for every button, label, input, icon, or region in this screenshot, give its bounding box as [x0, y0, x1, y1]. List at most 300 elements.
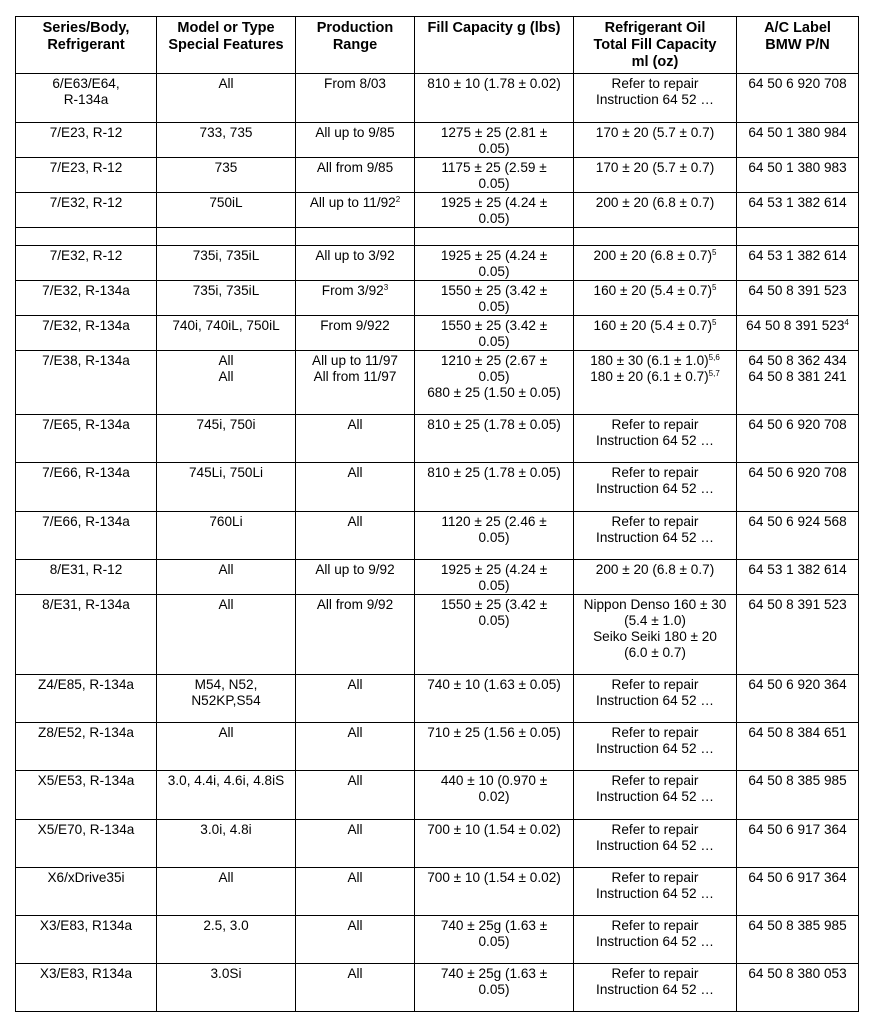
- cell-line: [577, 741, 733, 757]
- model-type-cell: [157, 316, 296, 351]
- header-series-body: Series/Body, Refrigerant: [16, 17, 157, 74]
- cell-text: 64 50 6 917 364: [748, 822, 847, 837]
- cell-line: [740, 514, 855, 530]
- refrigerant-oil-cell: [574, 228, 737, 246]
- table-row: [16, 281, 859, 316]
- cell-text: Refer to repair: [611, 918, 699, 933]
- cell-text: 680 ± 25 (1.50 ± 0.05): [427, 385, 561, 400]
- ac-label-cell: [737, 868, 859, 916]
- model-type-cell: [157, 351, 296, 415]
- model-type-cell: [157, 512, 296, 560]
- table-row: [16, 463, 859, 512]
- cell-line: [160, 248, 292, 264]
- cell-line: [577, 838, 733, 854]
- series-body-cell: [16, 964, 157, 1012]
- header-ac-label: A/C Label BMW P/N: [737, 17, 859, 74]
- refrigerant-oil-cell: [574, 463, 737, 512]
- cell-text: 7/E66, R-134a: [42, 465, 130, 480]
- cell-text: 700 ± 10 (1.54 ± 0.02): [427, 870, 561, 885]
- cell-text: 170 ± 20 (5.7 ± 0.7): [595, 125, 715, 140]
- cell-text: Instruction 64 52 …: [596, 838, 714, 853]
- cell-text: 740 ± 25g (1.63 ±: [440, 966, 548, 981]
- cell-text: Instruction 64 52 …: [596, 530, 714, 545]
- footnote-marker: 5: [712, 318, 717, 327]
- production-range-cell: [296, 820, 415, 868]
- cell-line: [740, 562, 855, 578]
- cell-text: M54, N52,: [194, 677, 258, 692]
- cell-line: [299, 773, 411, 789]
- cell-text: 64 50 8 381 241: [748, 369, 847, 384]
- cell-line: [418, 417, 570, 433]
- table-row: [16, 193, 859, 228]
- cell-text: Refer to repair: [611, 966, 699, 981]
- ac-label-cell: [737, 193, 859, 228]
- footnote-marker: 2: [395, 195, 401, 204]
- cell-text: 0.05): [478, 369, 510, 384]
- cell-line: [418, 141, 570, 157]
- cell-line: [160, 966, 292, 982]
- cell-text: Instruction 64 52 …: [596, 741, 714, 756]
- cell-text: 64 50 8 385 985: [748, 773, 847, 788]
- cell-text: X3/E83, R134a: [39, 918, 133, 933]
- cell-line: [577, 248, 733, 264]
- cell-line: [418, 125, 570, 141]
- cell-line: [418, 211, 570, 227]
- cell-line: [418, 248, 570, 264]
- fill-capacity-cell: [415, 512, 574, 560]
- refrigerant-oil-cell: [574, 916, 737, 964]
- cell-text: 0.05): [478, 141, 510, 156]
- fill-capacity-cell: [415, 123, 574, 158]
- fill-capacity-cell: [415, 463, 574, 512]
- cell-text: Instruction 64 52 …: [596, 789, 714, 804]
- cell-text: 2.5, 3.0: [203, 918, 249, 933]
- cell-text: All up to 9/92: [315, 562, 395, 577]
- model-type-cell: [157, 228, 296, 246]
- cell-text: 1275 ± 25 (2.81 ±: [440, 125, 548, 140]
- cell-line: [418, 514, 570, 530]
- cell-text: 810 ± 25 (1.78 ± 0.05): [427, 465, 561, 480]
- table-row: [16, 246, 859, 281]
- cell-text: 8/E31, R-134a: [42, 597, 130, 612]
- footnote-marker: 3: [383, 283, 389, 292]
- cell-text: From 8/03: [324, 76, 386, 91]
- cell-text: 7/E66, R-134a: [42, 514, 130, 529]
- cell-text: 6/E63/E64,: [52, 76, 120, 91]
- cell-text: All: [347, 725, 363, 740]
- cell-text: 64 53 1 382 614: [748, 562, 847, 577]
- cell-line: [160, 160, 292, 176]
- cell-line: [577, 92, 733, 108]
- cell-text: 0.05): [478, 530, 510, 545]
- fill-capacity-cell: [415, 316, 574, 351]
- production-range-cell: [296, 463, 415, 512]
- cell-text: 64 50 6 917 364: [748, 870, 847, 885]
- model-type-cell: [157, 158, 296, 193]
- refrigerant-oil-cell: [574, 964, 737, 1012]
- ac-label-cell: [737, 351, 859, 415]
- cell-line: [418, 299, 570, 315]
- cell-text: 64 50 8 384 651: [748, 725, 847, 740]
- cell-line: [577, 353, 733, 369]
- cell-text: 7/E32, R-134a: [42, 283, 130, 298]
- series-body-cell: [16, 193, 157, 228]
- cell-text: 735i, 735iL: [192, 248, 260, 263]
- cell-text: Nippon Denso 160 ± 30: [583, 597, 727, 612]
- cell-line: [418, 677, 570, 693]
- table-row: [16, 916, 859, 964]
- cell-text: 0.05): [478, 982, 510, 997]
- cell-line: [740, 248, 855, 264]
- series-body-cell: [16, 820, 157, 868]
- ac-label-cell: [737, 820, 859, 868]
- cell-line: [577, 966, 733, 982]
- cell-line: [160, 125, 292, 141]
- cell-line: [577, 125, 733, 141]
- cell-line: [160, 283, 292, 299]
- cell-text: 1550 ± 25 (3.42 ±: [440, 597, 548, 612]
- cell-line: [418, 160, 570, 176]
- fill-capacity-cell: [415, 868, 574, 916]
- cell-text: 710 ± 25 (1.56 ± 0.05): [427, 725, 561, 740]
- cell-line: [418, 369, 570, 385]
- cell-line: [160, 918, 292, 934]
- production-range-cell: [296, 964, 415, 1012]
- series-body-cell: [16, 246, 157, 281]
- fill-capacity-cell: [415, 964, 574, 1012]
- cell-line: [418, 918, 570, 934]
- ac-label-cell: [737, 463, 859, 512]
- production-range-cell: [296, 74, 415, 123]
- production-range-cell: [296, 158, 415, 193]
- cell-text: (5.4 ± 1.0): [624, 613, 686, 628]
- cell-line: [299, 514, 411, 530]
- cell-line: [740, 465, 855, 481]
- cell-text: 8/E31, R-12: [49, 562, 123, 577]
- cell-text: 740 ± 25g (1.63 ±: [440, 918, 548, 933]
- production-range-cell: [296, 281, 415, 316]
- cell-line: [160, 318, 292, 334]
- cell-text: 64 50 6 920 708: [748, 417, 847, 432]
- production-range-cell: [296, 123, 415, 158]
- cell-line: [740, 369, 855, 385]
- cell-line: [19, 465, 153, 481]
- cell-text: (6.0 ± 0.7): [624, 645, 686, 660]
- cell-line: [160, 693, 292, 709]
- cell-text: Instruction 64 52 …: [596, 934, 714, 949]
- cell-text: 0.05): [478, 264, 510, 279]
- cell-line: [577, 562, 733, 578]
- cell-text: 3.0Si: [210, 966, 242, 981]
- cell-line: [418, 578, 570, 594]
- fill-capacity-cell: [415, 228, 574, 246]
- cell-line: [19, 822, 153, 838]
- cell-line: [299, 822, 411, 838]
- cell-text: X5/E53, R-134a: [37, 773, 135, 788]
- cell-line: [160, 725, 292, 741]
- refrigerant-oil-cell: [574, 560, 737, 595]
- model-type-cell: [157, 74, 296, 123]
- production-range-cell: [296, 916, 415, 964]
- ac-label-cell: [737, 281, 859, 316]
- cell-line: [160, 870, 292, 886]
- cell-text: 170 ± 20 (5.7 ± 0.7): [595, 160, 715, 175]
- cell-line: [418, 562, 570, 578]
- series-body-cell: [16, 868, 157, 916]
- refrigerant-oil-cell: [574, 868, 737, 916]
- cell-text: All: [347, 822, 363, 837]
- cell-text: X3/E83, R134a: [39, 966, 133, 981]
- cell-text: All: [347, 966, 363, 981]
- cell-line: [740, 677, 855, 693]
- production-range-cell: [296, 415, 415, 463]
- cell-line: [160, 195, 292, 211]
- cell-text: 0.05): [478, 613, 510, 628]
- cell-text: 1175 ± 25 (2.59 ±: [441, 160, 547, 175]
- cell-line: [577, 597, 733, 613]
- ac-label-cell: [737, 123, 859, 158]
- series-body-cell: [16, 158, 157, 193]
- cell-text: 810 ± 25 (1.78 ± 0.05): [427, 417, 561, 432]
- cell-text: 760Li: [209, 514, 243, 529]
- fill-capacity-cell: [415, 675, 574, 723]
- cell-text: All up to 11/92: [309, 195, 396, 210]
- cell-line: [19, 125, 153, 141]
- cell-line: [418, 597, 570, 613]
- cell-line: [299, 966, 411, 982]
- cell-text: 7/E23, R-12: [49, 160, 123, 175]
- production-range-cell: [296, 868, 415, 916]
- table-row: [16, 964, 859, 1012]
- cell-line: [19, 318, 153, 334]
- cell-text: Refer to repair: [611, 514, 699, 529]
- cell-line: [418, 530, 570, 546]
- fill-capacity-cell: [415, 193, 574, 228]
- series-body-cell: [16, 595, 157, 675]
- cell-line: [160, 417, 292, 433]
- series-body-cell: [16, 281, 157, 316]
- cell-line: [19, 417, 153, 433]
- production-range-cell: [296, 228, 415, 246]
- refrigerant-oil-cell: [574, 193, 737, 228]
- model-type-cell: [157, 964, 296, 1012]
- table-row: [16, 351, 859, 415]
- cell-text: 64 50 8 391 523: [746, 318, 845, 333]
- cell-text: Refer to repair: [611, 773, 699, 788]
- cell-text: 1210 ± 25 (2.67 ±: [440, 353, 548, 368]
- cell-line: [418, 76, 570, 92]
- cell-line: [740, 417, 855, 433]
- cell-text: 733, 735: [199, 125, 253, 140]
- cell-line: [418, 773, 570, 789]
- cell-text: 64 50 6 920 708: [748, 76, 847, 91]
- model-type-cell: [157, 916, 296, 964]
- series-body-cell: [16, 74, 157, 123]
- cell-line: [740, 125, 855, 141]
- cell-text: 0.05): [478, 578, 510, 593]
- cell-text: 7/E23, R-12: [49, 125, 123, 140]
- cell-line: [299, 125, 411, 141]
- table-row: [16, 771, 859, 820]
- refrigerant-oil-cell: [574, 281, 737, 316]
- cell-text: 64 50 6 920 364: [748, 677, 847, 692]
- cell-line: [160, 562, 292, 578]
- cell-line: [418, 283, 570, 299]
- cell-line: [740, 76, 855, 92]
- cell-line: [418, 264, 570, 280]
- cell-line: [299, 465, 411, 481]
- cell-line: [740, 966, 855, 982]
- series-body-cell: [16, 228, 157, 246]
- production-range-cell: [296, 723, 415, 771]
- table-row: [16, 723, 859, 771]
- cell-text: 7/E32, R-12: [49, 248, 123, 263]
- ac-label-cell: [737, 316, 859, 351]
- model-type-cell: [157, 868, 296, 916]
- fill-capacity-cell: [415, 74, 574, 123]
- cell-line: [740, 195, 855, 211]
- cell-line: [418, 334, 570, 350]
- cell-line: [577, 369, 733, 385]
- model-type-cell: [157, 595, 296, 675]
- cell-line: [299, 76, 411, 92]
- header-row: [16, 17, 859, 74]
- cell-line: [418, 613, 570, 629]
- cell-line: [19, 597, 153, 613]
- series-body-cell: [16, 123, 157, 158]
- cell-text: 64 50 8 385 985: [748, 918, 847, 933]
- cell-line: [160, 773, 292, 789]
- cell-line: [160, 822, 292, 838]
- cell-line: [19, 76, 153, 92]
- ac-label-cell: [737, 916, 859, 964]
- cell-line: [299, 918, 411, 934]
- fill-capacity-cell: [415, 820, 574, 868]
- ac-label-cell: [737, 246, 859, 281]
- fill-capacity-cell: [415, 916, 574, 964]
- cell-text: All up to 3/92: [315, 248, 395, 263]
- refrigerant-oil-cell: [574, 595, 737, 675]
- cell-text: All: [218, 562, 234, 577]
- cell-line: [160, 76, 292, 92]
- cell-text: 200 ± 20 (6.8 ± 0.7): [593, 248, 712, 263]
- cell-line: [577, 160, 733, 176]
- cell-text: All from 11/97: [313, 369, 397, 384]
- cell-text: All from 9/85: [316, 160, 394, 175]
- model-type-cell: [157, 193, 296, 228]
- refrigerant-oil-cell: [574, 820, 737, 868]
- cell-text: 745i, 750i: [196, 417, 256, 432]
- cell-text: 64 50 1 380 983: [748, 160, 847, 175]
- cell-line: [418, 870, 570, 886]
- cell-line: [19, 725, 153, 741]
- refrigerant-oil-cell: [574, 123, 737, 158]
- fill-capacity-cell: [415, 723, 574, 771]
- cell-text: X6/xDrive35i: [47, 870, 125, 885]
- production-range-cell: [296, 246, 415, 281]
- cell-line: [418, 195, 570, 211]
- cell-text: 160 ± 20 (5.4 ± 0.7): [593, 318, 712, 333]
- cell-text: 64 50 8 391 523: [748, 597, 847, 612]
- cell-line: [19, 160, 153, 176]
- cell-line: [19, 870, 153, 886]
- fill-capacity-cell: [415, 595, 574, 675]
- model-type-cell: [157, 281, 296, 316]
- cell-text: Z4/E85, R-134a: [38, 677, 134, 692]
- refrigerant-oil-cell: [574, 316, 737, 351]
- table-row: [16, 820, 859, 868]
- cell-line: [299, 160, 411, 176]
- cell-line: [19, 283, 153, 299]
- cell-text: Refer to repair: [611, 870, 699, 885]
- cell-text: 64 50 8 391 523: [748, 283, 847, 298]
- refrigerant-oil-cell: [574, 246, 737, 281]
- cell-line: [577, 934, 733, 950]
- cell-text: 0.05): [478, 934, 510, 949]
- cell-line: [19, 677, 153, 693]
- cell-text: Refer to repair: [611, 822, 699, 837]
- model-type-cell: [157, 123, 296, 158]
- series-body-cell: [16, 916, 157, 964]
- cell-text: Refer to repair: [611, 465, 699, 480]
- model-type-cell: [157, 463, 296, 512]
- cell-text: N52KP,S54: [191, 693, 261, 708]
- cell-text: 7/E65, R-134a: [42, 417, 130, 432]
- cell-line: [577, 789, 733, 805]
- cell-line: [160, 514, 292, 530]
- fill-capacity-cell: [415, 771, 574, 820]
- refrigerant-oil-cell: [574, 723, 737, 771]
- table-row: [16, 158, 859, 193]
- model-type-cell: [157, 820, 296, 868]
- cell-text: Refer to repair: [611, 725, 699, 740]
- cell-line: [577, 773, 733, 789]
- cell-text: 1120 ± 25 (2.46 ±: [441, 514, 547, 529]
- table-row: [16, 123, 859, 158]
- ac-label-cell: [737, 74, 859, 123]
- cell-text: 440 ± 10 (0.970 ±: [440, 773, 548, 788]
- model-type-cell: [157, 771, 296, 820]
- cell-text: All up to 9/85: [315, 125, 395, 140]
- refrigerant-oil-cell: [574, 771, 737, 820]
- cell-line: [418, 353, 570, 369]
- cell-text: Instruction 64 52 …: [596, 886, 714, 901]
- cell-text: All: [218, 353, 234, 368]
- fill-capacity-cell: [415, 158, 574, 193]
- cell-line: [577, 465, 733, 481]
- series-body-cell: [16, 351, 157, 415]
- cell-text: Instruction 64 52 …: [596, 481, 714, 496]
- cell-text: All: [347, 918, 363, 933]
- series-body-cell: [16, 512, 157, 560]
- cell-line: [577, 645, 733, 661]
- cell-text: 735i, 735iL: [192, 283, 260, 298]
- cell-line: [577, 433, 733, 449]
- series-body-cell: [16, 415, 157, 463]
- ac-label-cell: [737, 675, 859, 723]
- production-range-cell: [296, 316, 415, 351]
- cell-text: 7/E38, R-134a: [42, 353, 130, 368]
- cell-text: Seiko Seiki 180 ± 20: [593, 629, 717, 644]
- cell-text: Z8/E52, R-134a: [38, 725, 134, 740]
- cell-line: [577, 693, 733, 709]
- series-body-cell: [16, 560, 157, 595]
- fill-capacity-cell: [415, 351, 574, 415]
- cell-line: [740, 773, 855, 789]
- ac-label-cell: [737, 415, 859, 463]
- cell-text: 750iL: [209, 195, 243, 210]
- footnote-marker: 5: [712, 248, 717, 257]
